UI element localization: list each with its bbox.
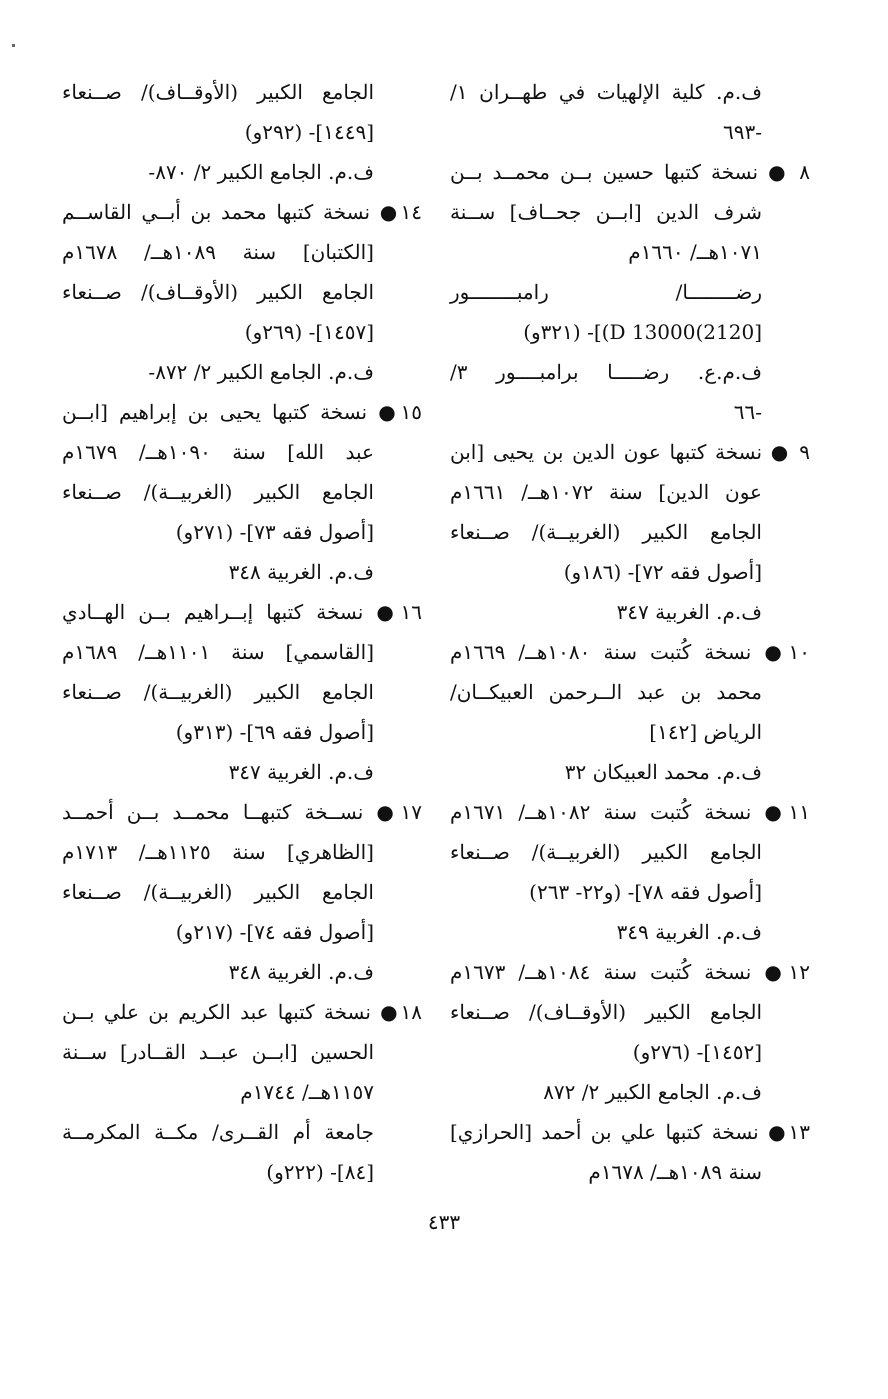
manuscript-entry: [62, 992, 422, 1192]
entry-line: [2120)13000 D)]- (٣٢١و): [523, 320, 762, 344]
entry-line: ١٥● نسخة كتبها يحيى بن إبراهيم [ابــن: [62, 400, 422, 424]
manuscript-entry: [450, 952, 810, 1112]
entry-line: ف.م. الجامع الكبير ٢/ ٨٧٢-: [148, 360, 374, 384]
entry-line: الجامع الكبير (الأوقــاف)/ صــنعاء: [62, 280, 374, 304]
entry-line: [القاسمي] سنة ١١٠١هــ/ ١٦٨٩م: [62, 640, 374, 664]
entry-line: الجامع الكبير (الأوقــاف)/ صــنعاء: [62, 80, 374, 104]
entry-line: جامعة أم القــرى/ مكــة المكرمــة: [62, 1120, 374, 1144]
entry-line: الجامع الكبير (الغربيــة)/ صــنعاء: [450, 520, 762, 544]
manuscript-entry: [450, 1112, 810, 1192]
entry-line: محمد بن عبد الــرحمن العبيكــان/: [450, 680, 762, 704]
entry-line: [أصول فقه ٧٨]- (و٢٢- ٢٦٣): [529, 880, 762, 904]
left-column: [62, 72, 422, 1192]
entry-line: [الظاهري] سنة ١١٢٥هــ/ ١٧١٣م: [62, 840, 374, 864]
entry-line: -٦٦: [733, 400, 762, 424]
manuscript-entry: [450, 152, 810, 432]
entry-line: الجامع الكبير (الغربيــة)/ صــنعاء: [450, 840, 762, 864]
entry-line: ف.م. الغربية ٣٤٨: [228, 960, 374, 984]
entry-line: ١٠٧١هــ/ ١٦٦٠م: [628, 240, 762, 264]
entry-line: ف.م. الغربية ٣٤٧: [228, 760, 374, 784]
entry-line: الرياض [١٤٢]: [649, 720, 762, 744]
entry-line: ف.م. الجامع الكبير ٢/ ٨٧٢: [543, 1080, 762, 1104]
manuscript-entry: [62, 592, 422, 792]
entry-line: ١٨● نسخة كتبها عبد الكريم بن علي بــن: [62, 1000, 422, 1024]
entry-line: [أصول فقه ٦٩]- (٣١٣و): [175, 720, 374, 744]
entry-line: الجامع الكبير (الغربيــة)/ صــنعاء: [62, 480, 374, 504]
entry-line: عبد الله] سنة ١٠٩٠هــ/ ١٦٧٩م: [62, 440, 374, 464]
manuscript-entry: [62, 792, 422, 992]
entry-line: ١١٥٧هــ/ ١٧٤٤م: [240, 1080, 374, 1104]
manuscript-entry: [62, 72, 422, 192]
margin-mark: [12, 44, 15, 47]
entry-line: [١٤٤٩]- (٢٩٢و): [244, 120, 374, 144]
entry-line: [١٤٥٢]- (٢٧٦و): [632, 1040, 762, 1064]
entry-line: ١٦● نسخة كتبها إبــراهيم بــن الهــادي: [62, 600, 422, 624]
entry-line: ف.م.ع. رضـــــا برامبــــور ٣/: [450, 360, 762, 384]
manuscript-entry: [450, 792, 810, 952]
entry-line: شرف الدين [ابــن جحــاف] ســنة: [450, 200, 762, 224]
entry-line: الحسين [ابــن عبــد القــادر] ســنة: [62, 1040, 374, 1064]
entry-line: ف.م. الغربية ٣٤٨: [228, 560, 374, 584]
manuscript-entry: [450, 632, 810, 792]
entry-line: عون الدين] سنة ١٠٧٢هــ/ ١٦٦١م: [450, 480, 762, 504]
entry-line: [١٤٥٧]- (٢٦٩و): [244, 320, 374, 344]
entry-line: ف.م. محمد العبيكان ٣٢: [564, 760, 762, 784]
entry-line: [الكتبان] سنة ١٠٨٩هــ/ ١٦٧٨م: [62, 240, 374, 264]
entry-line: الجامع الكبير (الأوقــاف)/ صــنعاء: [450, 1000, 762, 1024]
entry-line: [أصول فقه ٧٢]- (١٨٦و): [563, 560, 762, 584]
manuscript-entry: [450, 432, 810, 632]
entry-line: ٩ ● نسخة كتبها عون الدين بن يحيى [ابن: [450, 440, 810, 464]
entry-line: ١١● نسخة كُتبت سنة ١٠٨٢هــ/ ١٦٧١م: [450, 800, 810, 824]
entry-line: -٦٩٣: [723, 120, 762, 144]
entry-line: ف.م. الغربية ٣٤٩: [616, 920, 762, 944]
entry-line: الجامع الكبير (الغربيــة)/ صــنعاء: [62, 880, 374, 904]
manuscript-entry: [450, 72, 810, 152]
entry-line: سنة ١٠٨٩هــ/ ١٦٧٨م: [588, 1160, 762, 1184]
entry-line: ٨ ● نسخة كتبها حسين بــن محمــد بــن: [450, 160, 810, 184]
manuscript-entry: [62, 392, 422, 592]
manuscript-entry: [62, 192, 422, 392]
entry-line: [أصول فقه ٧٣]- (٢٧١و): [175, 520, 374, 544]
entry-line: ١٠● نسخة كُتبت سنة ١٠٨٠هــ/ ١٦٦٩م: [450, 640, 810, 664]
entry-line: ١٢● نسخة كُتبت سنة ١٠٨٤هــ/ ١٦٧٣م: [450, 960, 810, 984]
right-column: [450, 72, 810, 1192]
entry-line: الجامع الكبير (الغربيــة)/ صــنعاء: [62, 680, 374, 704]
entry-line: رضــــــــا/ رامبــــــــور: [450, 280, 762, 304]
entry-line: ١٧● نســخة كتبهــا محمــد بــن أحمــد: [62, 800, 422, 824]
entry-line: [أصول فقه ٧٤]- (٢١٧و): [175, 920, 374, 944]
entry-line: ف.م. الجامع الكبير ٢/ ٨٧٠-: [148, 160, 374, 184]
entry-line: [٨٤]- (٢٢٢و): [266, 1160, 374, 1184]
page-number: ٤٣٣: [427, 1210, 461, 1234]
entry-line: ١٣● نسخة كتبها علي بن أحمد [الحرازي]: [450, 1120, 810, 1144]
entry-line: ف.م. كلية الإلهيات في طهــران ١/: [450, 80, 762, 104]
entry-line: ١٤● نسخة كتبها محمد بن أبــي القاســم: [62, 200, 422, 224]
entry-line: ف.م. الغربية ٣٤٧: [616, 600, 762, 624]
